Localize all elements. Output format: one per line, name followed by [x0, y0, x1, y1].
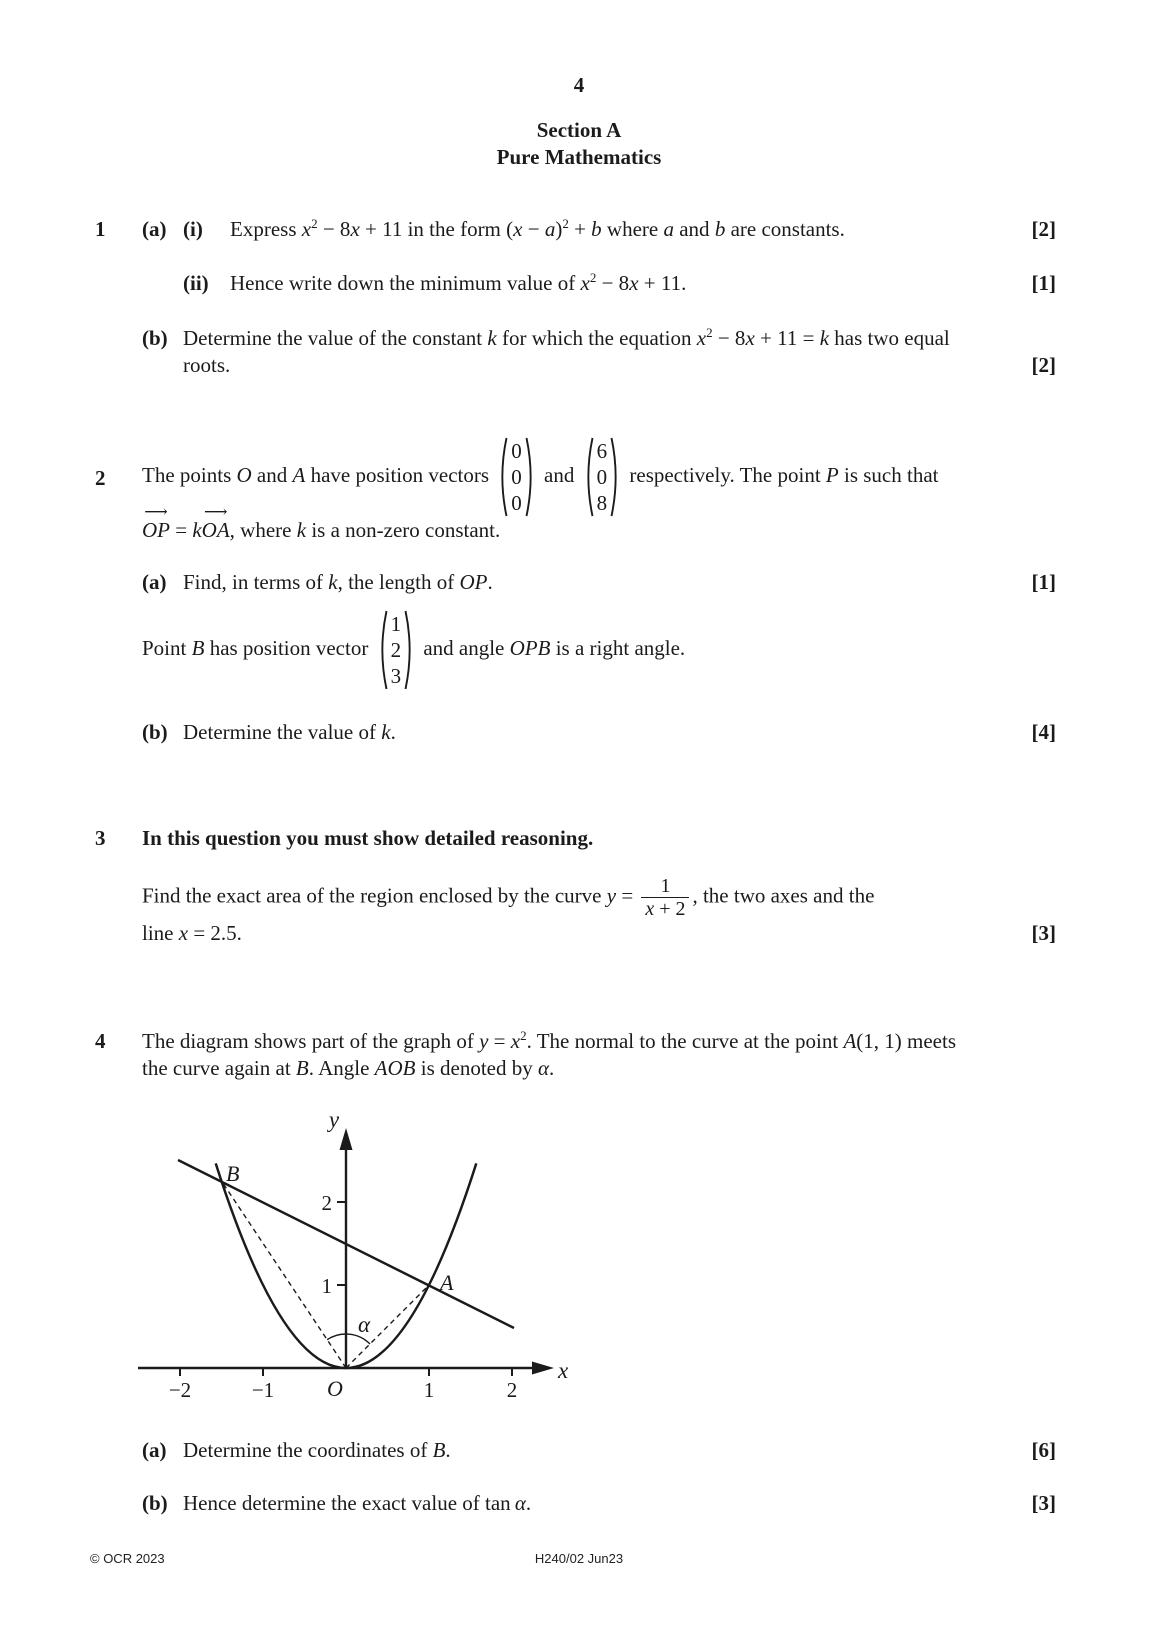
question-3-body-line-2 [95, 920, 1056, 947]
part-label: (a) [142, 217, 167, 241]
part-label: (b) [142, 720, 168, 744]
question-text: Find the exact area of the region enclosed by the curve y = $\frac{1}{x + 2}$ , the two axes and the [142, 875, 875, 920]
question-3-body-line-1 [95, 875, 1056, 920]
angle-alpha-label: α [357, 1312, 371, 1337]
section-subtitle: Pure Mathematics [496, 145, 662, 169]
question-number: 2 [95, 466, 106, 490]
y-tick-label: 1 [321, 1274, 332, 1298]
question-1-part-a-i [95, 216, 1056, 243]
y-axis-label: y [328, 1107, 340, 1132]
question-number-spacer [95, 608, 142, 692]
footer-copyright: © OCR 2023 [90, 1551, 165, 1566]
question-2-point-b-statement [95, 608, 1056, 692]
marks-badge: [3] [1031, 921, 1056, 945]
question-number: 1 [95, 217, 106, 241]
y-tick-label: 2 [321, 1191, 332, 1215]
question-text: ⟶ OP = k ⟶ OA, where k is a non-zero constant. [142, 502, 501, 542]
question-text: Determine the value of the constant k for which the equation $x^2 - 8x + 11 = k$ has two equal roots. [183, 325, 950, 377]
question-number-spacer [95, 517, 142, 544]
question-2-part-b [95, 719, 1056, 746]
marks-badge: [2] [1031, 353, 1056, 377]
question-text: line x = 2.5. [142, 921, 242, 945]
part-label: (b) [142, 326, 168, 350]
question-number-spacer [95, 569, 142, 596]
question-text: Determine the value of k. [183, 720, 396, 744]
x-tick-label: −2 [168, 1378, 192, 1402]
question-4-part-a [95, 1437, 1056, 1464]
question-text: Express $x^2 - 8x + 11$ in the form $(x - a)^2 + b$ where a and b are constants. [230, 216, 845, 241]
x-axis-arrow-icon [532, 1362, 554, 1375]
page-number: 4 [573, 73, 585, 97]
part-label-spacer [142, 270, 183, 297]
point-b-label: B [226, 1161, 240, 1186]
question-text: The points O and A have position vectors 0 0 0 and 6 0 8 respectively. The point P is such that [142, 439, 939, 515]
question-4-part-b [95, 1490, 1056, 1517]
question-text: Point B has position vector 1 2 3 and angle OPB is a right angle. [142, 612, 686, 688]
question-3-heading [95, 825, 1056, 852]
marks-badge: [2] [1031, 217, 1056, 241]
question-number-spacer [95, 920, 142, 947]
marks-badge: [3] [1031, 1491, 1056, 1515]
question-number-spacer [95, 1490, 142, 1517]
question-text: Determine the coordinates of B. [183, 1438, 451, 1462]
question-text: Hence write down the minimum value of $x^2 - 8x + 11$. [230, 270, 687, 295]
subpart-label: (ii) [183, 271, 209, 295]
question-text: Hence determine the exact value of tan α. [183, 1491, 532, 1515]
point-a-label: A [440, 1270, 454, 1295]
section-title: Section A [536, 118, 622, 142]
q4-graph-figure [120, 1100, 580, 1410]
y-axis-arrow-icon [340, 1128, 353, 1150]
marks-badge: [6] [1031, 1438, 1056, 1462]
marks-badge: [1] [1031, 570, 1056, 594]
question-2-part-a [95, 569, 1056, 596]
subpart-label: (i) [183, 217, 203, 241]
question-2-vector-equation [95, 502, 1056, 544]
footer-paper-code: H240/02 Jun23 [534, 1551, 624, 1566]
question-text: Find, in terms of k, the length of OP. [183, 570, 493, 594]
question-number-spacer [95, 1437, 142, 1464]
part-label: (b) [142, 1491, 168, 1515]
question-1-part-a-ii [95, 270, 1056, 297]
origin-label: O [327, 1376, 343, 1401]
x-tick-label: 2 [506, 1378, 518, 1402]
question-4-intro [95, 1028, 1056, 1082]
question-number-spacer [95, 875, 142, 920]
question-heading-text: In this question you must show detailed reasoning. [142, 826, 594, 850]
question-2-intro [95, 435, 1056, 519]
marks-badge: [1] [1031, 271, 1056, 295]
x-tick-label: −1 [251, 1378, 275, 1402]
question-number-spacer [95, 270, 142, 297]
x-tick-label: 1 [423, 1378, 435, 1402]
question-number-spacer [95, 719, 142, 746]
question-number: 3 [95, 826, 106, 850]
part-label: (a) [142, 1438, 167, 1462]
part-label: (a) [142, 570, 167, 594]
question-number-spacer [95, 325, 142, 379]
question-text: The diagram shows part of the graph of $y = x^2$. The normal to the curve at the point A(1, 1) meets the curve again at B. Angle AOB is denoted by α. [142, 1028, 957, 1080]
marks-badge: [4] [1031, 720, 1056, 744]
x-axis-label: x [558, 1358, 569, 1383]
question-1-part-b [95, 325, 1056, 379]
question-number: 4 [95, 1029, 106, 1053]
